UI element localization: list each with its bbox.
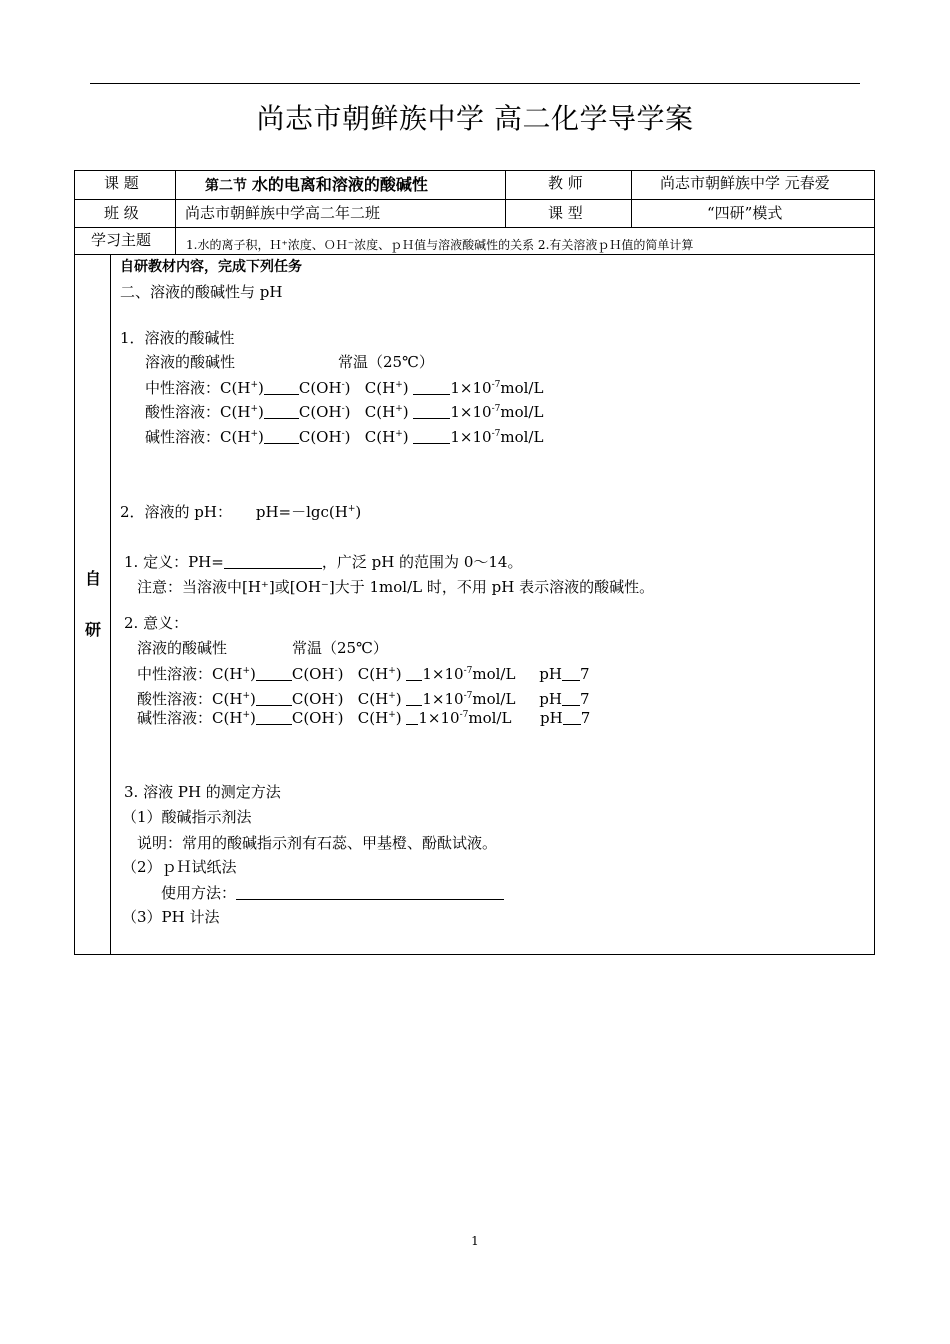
teacher-name: 尚志市朝鲜族中学 元春爱 [660, 174, 830, 192]
s2-title-row: 2．溶液的 pH： pH=－lgc(H+) [120, 503, 362, 521]
label-theme: 学习主题 [91, 231, 152, 249]
meaning-header-right: 常温（25℃） [292, 639, 388, 657]
s3-method-2: （2）ｐＨ试纸法 [122, 858, 237, 876]
label-topic: 课 题 [104, 174, 139, 192]
label-teacher: 教 师 [548, 174, 583, 192]
learning-theme: 1.水的离子积，Ｈ⁺浓度、ＯＨ⁻浓度、ｐＨ值与溶液酸碱性的关系 2.有关溶液ｐＨ值的简单计算 [186, 238, 694, 252]
page-title: 尚志市朝鲜族中学 高二化学导学案 [256, 102, 694, 135]
meaning-header-left: 溶液的酸碱性 [137, 639, 228, 657]
s1-neutral-row: 中性溶液：C(H+) C(OH-) C(H+) $1\times 10^{-7}mol/L$ [145, 379, 544, 397]
usage-blank[interactable] [236, 885, 504, 900]
lesson-title: 水的电离和溶液的酸碱性 [251, 175, 428, 194]
s3-method-2-use: 使用方法： [161, 882, 504, 903]
meaning-basic-row: 碱性溶液：C(H+) C(OH-) C(H+) $1\times 10^{-7}mol/L$ pH 7 [137, 709, 591, 727]
class-name: 尚志市朝鲜族中学高二年二班 [185, 204, 381, 222]
s1-header-right: 常温（25℃） [338, 353, 434, 371]
definition-blank[interactable] [224, 554, 322, 569]
meaning-acidic-row: 酸性溶液：C(H+) C(OH-) C(H+) $1\times 10^{-7}mol/L$ pH 7 [137, 690, 590, 708]
meaning-title: 2. 意义： [124, 614, 189, 632]
lesson-number: 第二节 [205, 178, 252, 194]
s1-title: 1．溶液的酸碱性 [120, 329, 235, 347]
lesson-topic [205, 172, 428, 195]
side-label-self: 自 [85, 569, 102, 588]
side-label-study: 研 [85, 620, 102, 639]
s3-method-1-note: 说明：常用的酸碱指示剂有石蕊、甲基橙、酚酞试液。 [137, 834, 498, 852]
task-heading: 自研教材内容，完成下列任务 [120, 259, 302, 275]
header-rule [90, 83, 860, 84]
s3-method-3: （3）PH 计法 [122, 908, 220, 926]
label-type: 课 型 [548, 204, 583, 222]
meaning-neutral-row: 中性溶液：C(H+) C(OH-) C(H+) $1\times 10^{-7}mol/L$ pH 7 [137, 665, 590, 683]
lesson-type: “四研”模式 [707, 204, 783, 222]
s3-method-1: （1）酸碱指示剂法 [122, 808, 252, 826]
s3-title: 3. 溶液 PH 的测定方法 [124, 783, 281, 801]
label-class: 班 级 [104, 204, 139, 222]
s1-acidic-row: 酸性溶液：C(H+) C(OH-) C(H+) $1\times 10^{-7}mol/L$ [145, 403, 544, 421]
s1-basic-row: 碱性溶液：C(H+) C(OH-) C(H+) $1\times 10^{-7}mol/L$ [145, 428, 544, 446]
section-title: 二、溶液的酸碱性与 pH [120, 283, 283, 301]
s1-header-left: 溶液的酸碱性 [145, 353, 236, 371]
page-number: 1 [471, 1234, 479, 1248]
definition-row: 1. 定义：PH= ，广泛 pH 的范围为 0～14。 [124, 553, 523, 571]
note-line: 注意：当溶液中[H⁺]或[OH⁻]大于 1mol/L 时，不用 pH 表示溶液的酸碱性。 [137, 578, 655, 596]
